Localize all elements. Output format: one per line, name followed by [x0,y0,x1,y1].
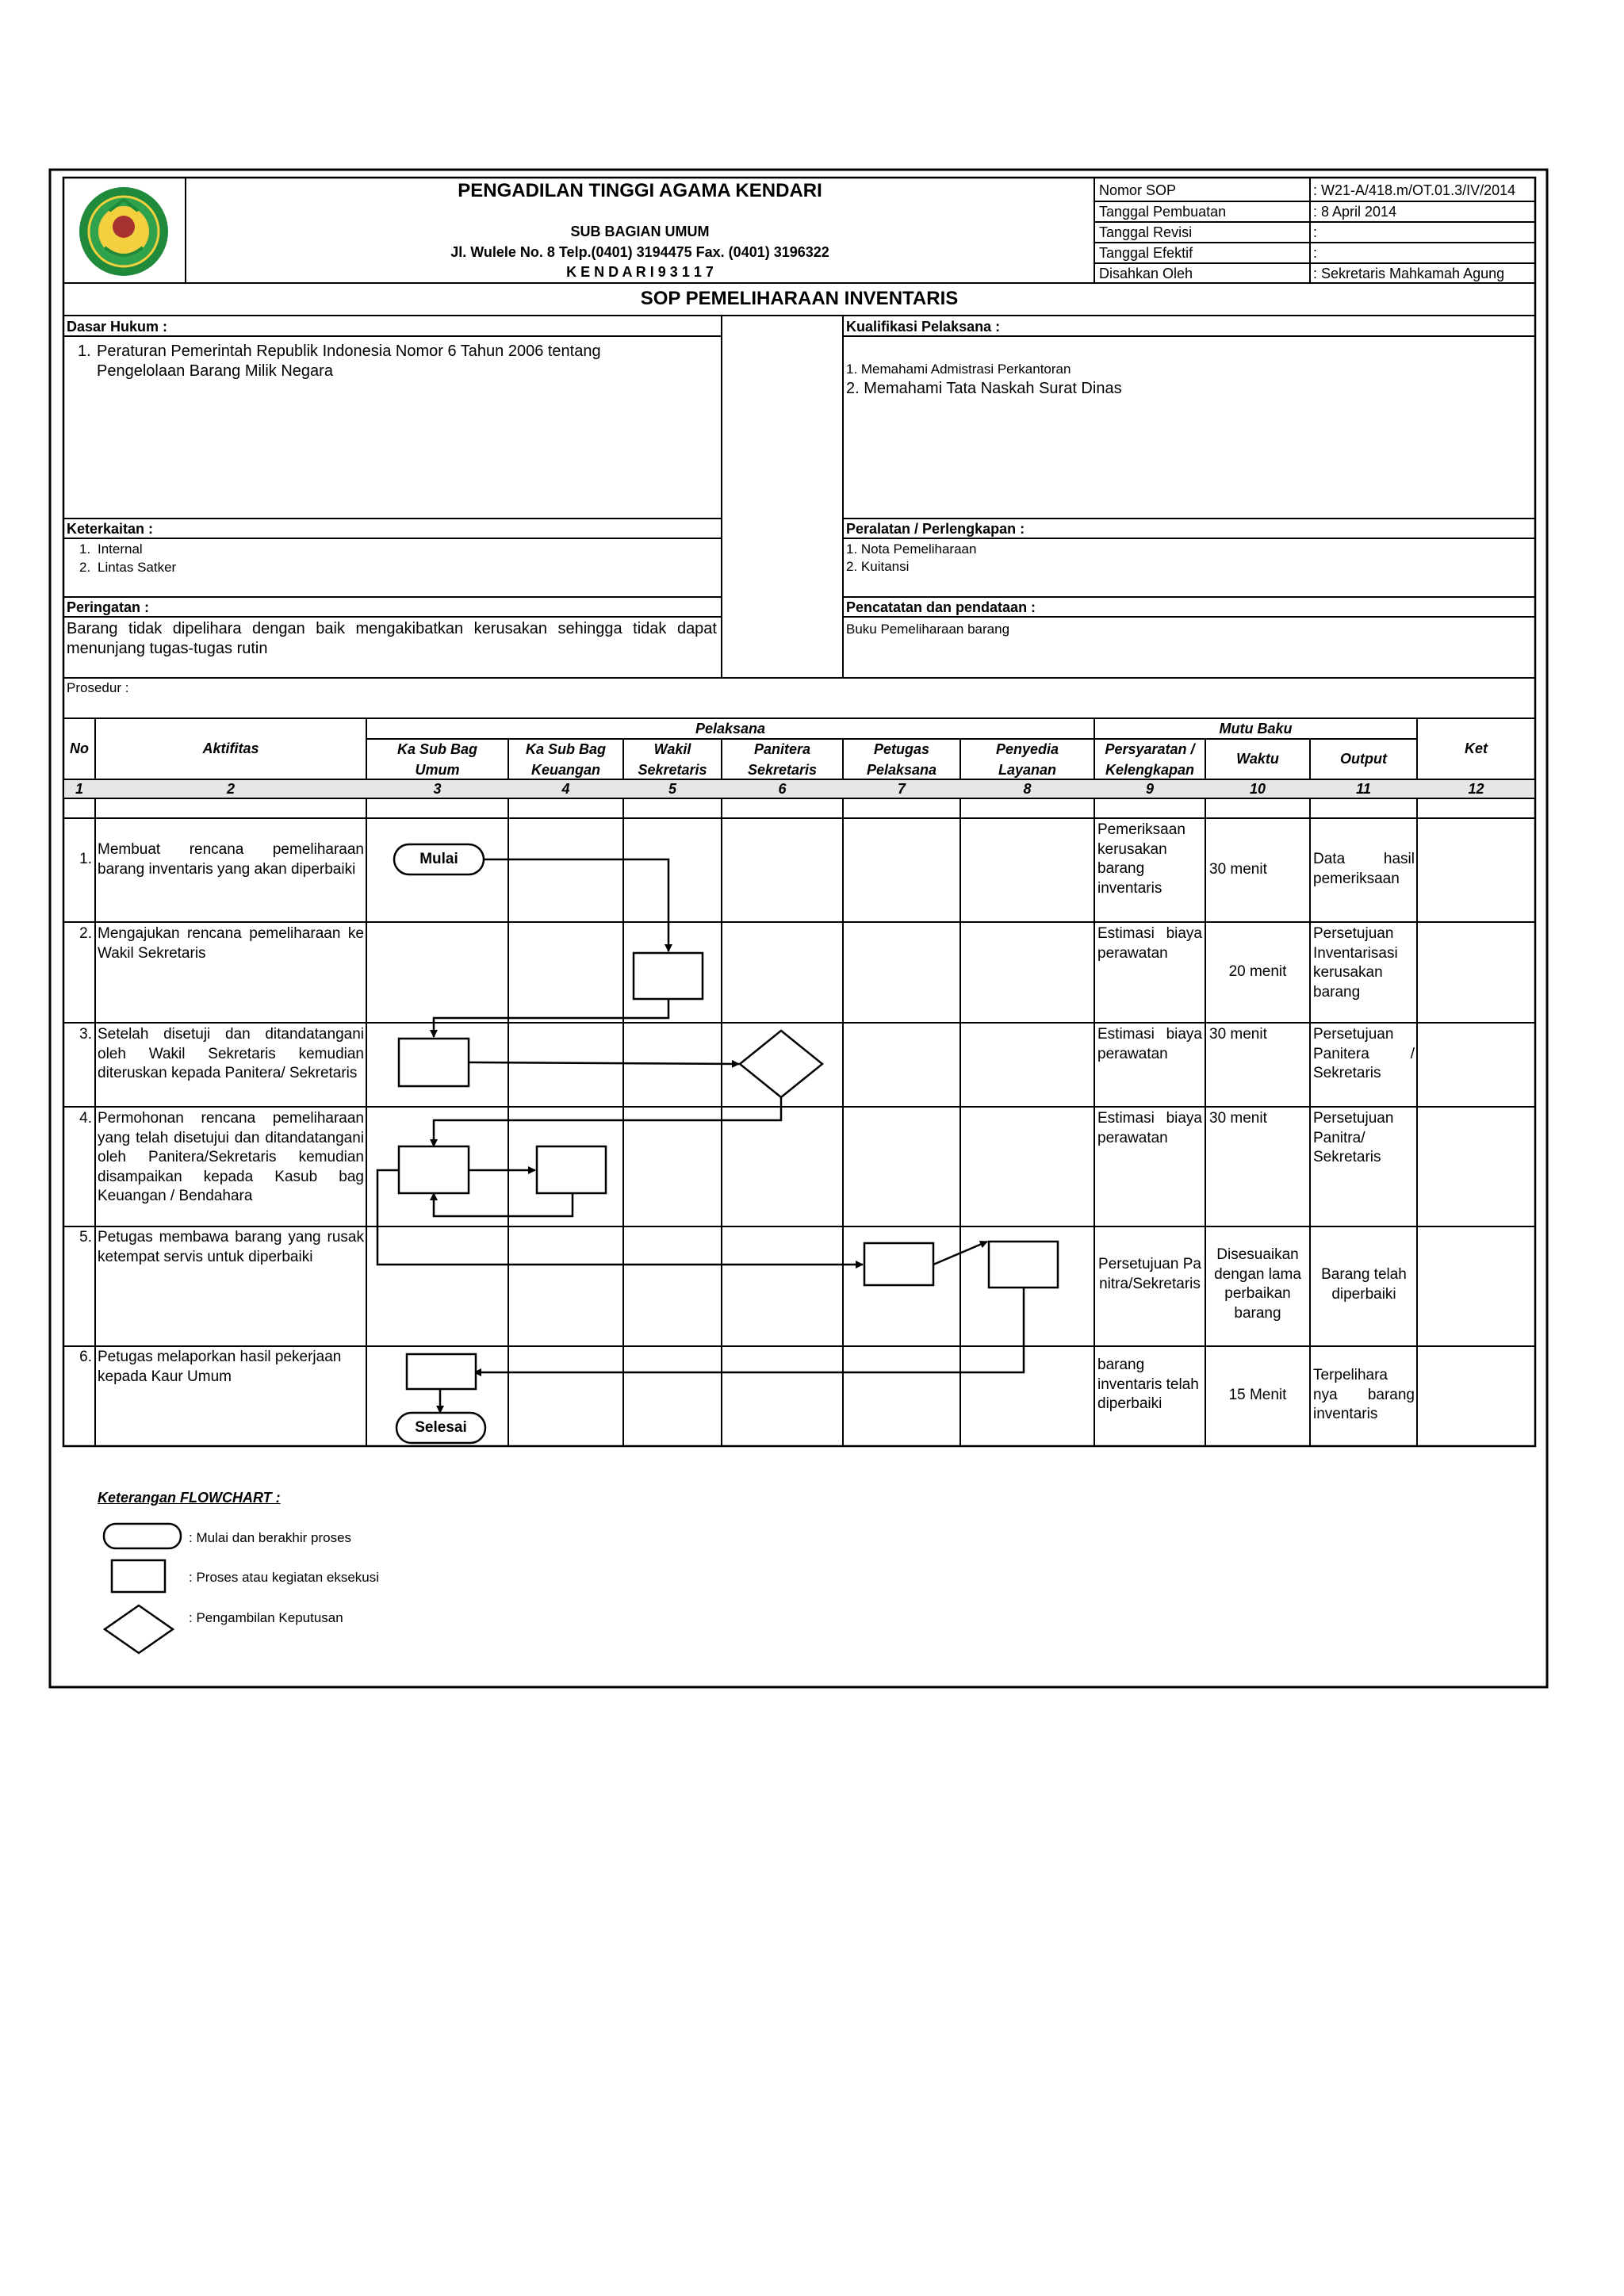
sop-title: SOP PEMELIHARAAN INVENTARIS [640,288,959,309]
col-num-12: 12 [1468,781,1484,797]
connector-3-4 [469,1062,739,1064]
step-output: Persetujuan Panitera / Sekretaris [1313,1026,1415,1081]
kualifikasi-label: Kualifikasi Pelaksana : [846,319,1001,335]
legend-item-decision: : Pengambilan Keputusan [189,1610,343,1625]
header-aktifitas: Aktifitas [202,740,259,756]
col-num-5: 5 [668,781,676,797]
header-role-panitera-sekretaris: Panitera Sekretaris [747,741,818,778]
start-label: Mulai [419,851,458,867]
process-box-petugas [864,1243,933,1285]
col-num-1: 1 [75,781,83,797]
header-no: No [70,740,89,756]
pencatatan-text: Buku Pemeliharaan barang [846,622,1010,637]
step-waktu: 15 Menit [1228,1387,1287,1403]
dasar-hukum-text-2: Pengelolaan Barang Milik Negara [97,362,333,380]
header-role-petugas-pelaksana: Petugas Pelaksana [866,741,937,778]
connector-4-5 [434,1097,781,1146]
peralatan-item-2: 2. Kuitansi [846,559,910,574]
peringatan-label: Peringatan : [67,599,150,615]
step-output: Data hasil pemeriksaan [1313,851,1415,887]
step-persyaratan: Estimasi biaya perawatan [1097,1026,1202,1062]
col-num-10: 10 [1249,781,1266,797]
step-activity: Petugas membawa barang yang rusak ketempat servis untuk diperbaiki [98,1229,364,1265]
legend-terminator-shape [104,1524,181,1548]
meta-label-tanggal-efektif: Tanggal Efektif [1099,245,1193,261]
keterkaitan-num-1: 1. [79,541,91,557]
step-number: 4. [79,1110,92,1127]
col-num-6: 6 [778,781,787,797]
step-number: 3. [79,1026,92,1043]
meta-label-tanggal-pembuatan: Tanggal Pembuatan [1099,204,1227,220]
kualifikasi-item-2: 2. Memahami Tata Naskah Surat Dinas [846,380,1122,397]
connector-6-5-return [434,1193,573,1216]
step-number: 5. [79,1229,92,1246]
keterkaitan-num-2: 2. [79,560,91,575]
meta-label-tanggal-revisi: Tanggal Revisi [1099,224,1193,240]
step-waktu: 30 menit [1209,861,1267,878]
process-box-kasubbag-keuangan [537,1146,606,1193]
col-num-8: 8 [1023,781,1032,797]
step-persyaratan: Pemeriksaan kerusakan barang inventaris [1097,821,1185,897]
col-num-11: 11 [1356,781,1371,797]
step-activity: Membuat rencana pemeliharaan barang inventaris yang akan diperbaiki [98,841,364,878]
prosedur-label: Prosedur : [67,680,129,695]
col-num-3: 3 [433,781,442,797]
end-label: Selesai [415,1419,467,1436]
peringatan-text: Barang tidak dipelihara dengan baik mengakibatkan kerusakan sehingga tidak dapat menunjang tugas-tugas rutin [67,620,717,657]
header-role-wakil-sekretaris: Wakil Sekretaris [638,741,707,778]
dasar-hukum-text: Peraturan Pemerintah Republik Indonesia Nomor 6 Tahun 2006 tentang [97,342,601,360]
step-output: Persetujuan Panitra/ Sekretaris [1313,1110,1394,1165]
city: K E N D A R I 9 3 1 1 7 [566,264,714,280]
meta-label-nomor: Nomor SOP [1099,182,1177,198]
process-box-wakil [634,953,703,999]
step-persyaratan: Estimasi biaya perawatan [1097,1110,1202,1146]
meta-value-nomor: : W21-A/418.m/OT.01.3/IV/2014 [1313,182,1516,198]
meta-value-tanggal-revisi: : [1313,224,1318,240]
meta-value-tanggal-pembuatan: : 8 April 2014 [1313,204,1397,220]
step-number: 6. [79,1349,92,1365]
col-num-2: 2 [226,781,235,797]
meta-label-disahkan: Disahkan Oleh [1099,266,1193,281]
step-waktu: 30 menit [1209,1110,1267,1127]
pencatatan-label: Pencatatan dan pendataan : [846,599,1036,615]
step-persyaratan: Estimasi biaya perawatan [1097,925,1202,962]
sub-unit: SUB BAGIAN UMUM [570,224,710,239]
process-box-kasubbag-umum-2 [399,1146,469,1193]
header-waktu: Waktu [1236,751,1279,767]
step-waktu: 20 menit [1228,963,1287,980]
step-activity: Petugas melaporkan hasil pekerjaan kepada Kaur Umum [98,1349,342,1385]
step-number: 1. [79,851,92,867]
header-role-penyedia-layanan: Penyedia Layanan [995,741,1059,778]
process-box-penyedia [989,1242,1058,1288]
header-persyaratan: Persyaratan / Kelengkapan [1105,741,1195,778]
step-output: Terpelihara nya barang inventaris [1313,1367,1415,1422]
step-output: Barang telah diperbaiki [1321,1266,1407,1303]
step-activity: Mengajukan rencana pemeliharaan ke Wakil Sekretaris [98,925,364,962]
step-number: 2. [79,925,92,942]
header-pelaksana: Pelaksana [695,721,766,737]
decision-diamond [740,1031,822,1097]
process-box-kasubbag-umum-1 [399,1039,469,1086]
institution-name: PENGADILAN TINGGI AGAMA KENDARI [458,180,822,201]
meta-value-tanggal-efektif: : [1313,245,1318,261]
header-ket: Ket [1464,740,1488,756]
col-num-9: 9 [1145,781,1154,797]
legend-decision-shape [105,1605,173,1653]
step-activity: Permohonan rencana pemeliharaan yang telah disetujui dan ditandatangani oleh Panitera/Sekretaris kemudian disampaikan kepada Kasub bag Keuangan / Bendahara [98,1110,364,1204]
meta-value-disahkan: : Sekretaris Mahkamah Agung [1313,266,1505,281]
dasar-hukum-num: 1. [78,342,91,360]
process-box-kasubbag-umum-3 [407,1354,476,1389]
address: Jl. Wulele No. 8 Telp.(0401) 3194475 Fax. (0401) 3196322 [450,244,829,260]
connector-2-3 [434,999,668,1037]
connector-7-8 [933,1242,987,1265]
connector-8-9 [474,1288,1024,1372]
col-num-4: 4 [561,781,570,797]
step-persyaratan: Persetujuan Panitra/Sekretaris [1098,1256,1201,1292]
legend-item-terminator: : Mulai dan berakhir proses [189,1530,352,1545]
connector-1-2 [484,859,668,951]
keterkaitan-item-1: Internal [98,541,143,557]
step-waktu: Disesuaikan dengan lama perbaikan barang [1214,1246,1301,1322]
kualifikasi-item-1: 1. Memahami Admistrasi Perkantoran [846,362,1071,377]
dasar-hukum-label: Dasar Hukum : [67,319,168,335]
keterkaitan-item-2: Lintas Satker [98,560,177,575]
peralatan-label: Peralatan / Perlengkapan : [846,521,1025,537]
legend-title: Keterangan FLOWCHART : [98,1490,281,1506]
legend-item-process: : Proses atau kegiatan eksekusi [189,1570,380,1585]
header-mutu-baku: Mutu Baku [1219,721,1293,737]
step-persyaratan: barang inventaris telah diperbaiki [1097,1357,1199,1412]
step-waktu: 30 menit [1209,1026,1267,1043]
peralatan-item-1: 1. Nota Pemeliharaan [846,541,977,557]
header-role-ka-sub-bag-keuangan: Ka Sub Bag Keuangan [525,741,606,778]
legend-process-shape [112,1560,165,1592]
keterkaitan-label: Keterkaitan : [67,521,154,537]
step-activity: Setelah disetuji dan ditandatangani oleh Wakil Sekretaris kemudian diteruskan kepada Panitera/ Sekretaris [98,1026,364,1081]
header-role-ka-sub-bag-umum: Ka Sub Bag Umum [396,741,477,778]
step-output: Persetujuan Inventarisasi kerusakan barang [1313,925,1398,1001]
col-num-7: 7 [897,781,906,797]
header-output: Output [1340,751,1387,767]
